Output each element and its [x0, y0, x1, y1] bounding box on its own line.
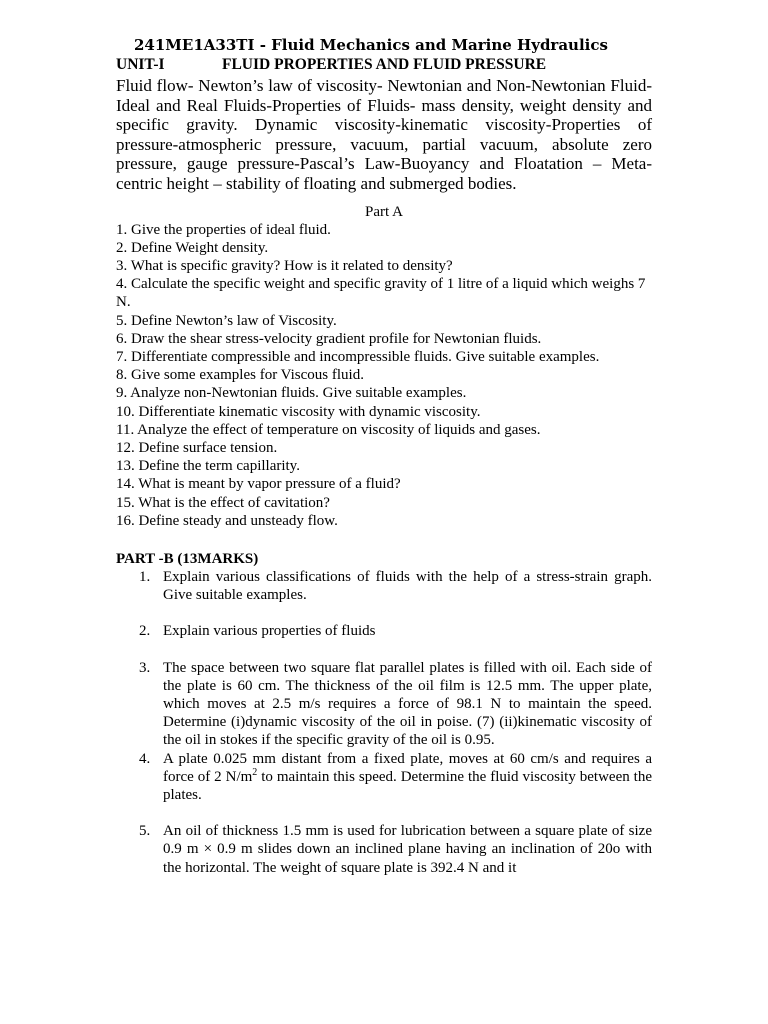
part-b-question — [116, 622, 652, 640]
question-text: Explain various classifications of fluids with the help of a stress-strain graph. Give suitable examples. — [163, 569, 652, 604]
part-a-question: 7. Differentiate compressible and incompressible fluids. Give suitable examples. — [116, 348, 600, 365]
question-number: 4. — [139, 750, 151, 767]
part-b-question-list — [116, 568, 652, 877]
part-a-question: 12. Define surface tension. — [116, 440, 278, 456]
question-text: Explain various properties of fluids — [163, 623, 376, 640]
question-number: 3. — [139, 659, 151, 676]
part-b-question — [116, 659, 652, 750]
part-b-question — [116, 750, 652, 805]
question-text-before: A plate 0.025 mm distant from a fixed plate, moves at 60 cm/s and requires a force of 2 N/m — [163, 750, 652, 785]
unit-heading — [116, 56, 652, 74]
part-a-heading: Part A — [365, 203, 403, 220]
course-title: 241ME1A33TI - Fluid Mechanics and Marine Hydraulics — [134, 36, 608, 54]
question-number: 2. — [139, 623, 151, 640]
part-a-question: 14. What is meant by vapor pressure of a fluid? — [116, 476, 401, 493]
part-a-question: 11. Analyze the effect of temperature on viscosity of liquids and gases. — [116, 421, 541, 438]
question-text: The space between two square flat parallel plates is filled with oil. Each side of the plate is 60 cm. The thickness of the oil film is 12.5 mm. The upper plate, which moves at 2.5 m/s requires a force of 98.1 N to maintain the speed. Determine (i)dynamic viscosity of the oil in poise. (7) (ii)kinematic viscosity of the oil in stokes if the specific gravity of the oil is 0.95. — [163, 659, 652, 749]
part-a-question: 8. Give some examples for Viscous fluid. — [116, 367, 364, 384]
unit-label: UNIT-I — [116, 56, 165, 73]
question-text-after: to maintain this speed. Determine the fluid viscosity between the plates. — [163, 768, 653, 804]
part-a-question: 9. Analyze non-Newtonian fluids. Give suitable examples. — [116, 385, 467, 402]
part-b-heading: PART -B (13MARKS) — [116, 551, 259, 568]
part-a-question: 10. Differentiate kinematic viscosity with dynamic viscosity. — [116, 403, 481, 420]
question-text — [163, 751, 652, 803]
part-a-question: 2. Define Weight density. — [116, 239, 269, 256]
question-number: 5. — [139, 823, 151, 840]
part-a-question: 5. Define Newton’s law of Viscosity. — [116, 312, 337, 329]
part-b-question — [116, 568, 652, 604]
part-a-question: 3. What is specific gravity? How is it related to density? — [116, 257, 453, 274]
part-a-question: 4. Calculate the specific weight and specific gravity of 1 litre of a liquid which weighs 7 N. — [116, 276, 646, 311]
part-a-question: 15. What is the effect of cavitation? — [116, 494, 330, 511]
unit-title: FLUID PROPERTIES AND FLUID PRESSURE — [222, 56, 547, 73]
part-a-question: 6. Draw the shear stress-velocity gradient profile for Newtonian fluids. — [116, 330, 542, 347]
part-a-question: 13. Define the term capillarity. — [116, 458, 300, 475]
part-a-question: 16. Define steady and unsteady flow. — [116, 512, 338, 529]
question-number: 1. — [139, 569, 151, 586]
document-page — [116, 34, 652, 877]
part-b-question — [116, 822, 652, 877]
syllabus-paragraph: Fluid flow- Newton’s law of viscosity- Newtonian and Non-Newtonian Fluid- Ideal and Real Fluids-Properties of Fluids- mass density, weight density and specific gravity. Dynamic viscosity-kinematic viscosity-Properties of pressure-atmospheric pressure, vacuum, partial vacuum, absolute zero pressure, gauge pressure-Pascal’s Law-Buoyancy and Floatation – Meta- centric height – stability of floating and submerged bodies. — [116, 76, 652, 193]
part-a-question-list — [116, 221, 652, 530]
question-text: An oil of thickness 1.5 mm is used for lubrication between a square plate of size 0.9 m × 0.9 m slides down an inclined plane having an inclination of 20o with the horizontal. The weight of square plate is 392.4 N and it — [163, 823, 652, 876]
part-a-question: 1. Give the properties of ideal fluid. — [116, 221, 331, 238]
unit-superscript: 2 — [252, 766, 258, 778]
